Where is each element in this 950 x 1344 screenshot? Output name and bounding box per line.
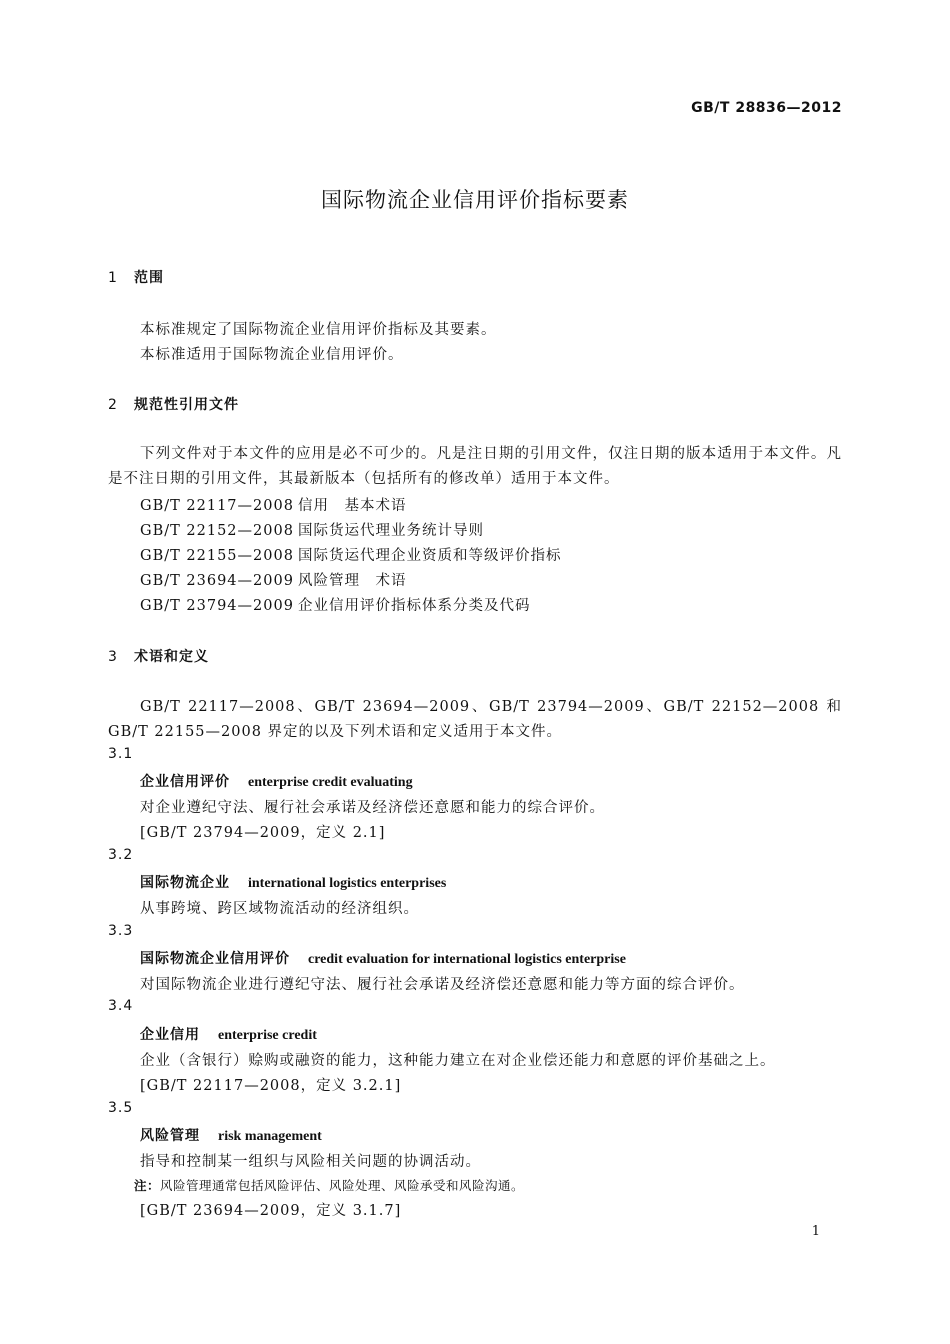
section-title: 规范性引用文件 <box>134 397 239 413</box>
paragraph: 下列文件对于本文件的应用是必不可少的。凡是注日期的引用文件，仅注日期的版本适用于本文件。凡是不注日期的引用文件，其最新版本（包括所有的修改单）适用于本文件。 <box>108 446 842 487</box>
note-text: 风险管理通常包括风险评估、风险处理、风险承受和风险沟通。 <box>160 1178 525 1193</box>
page-number: 1 <box>811 1224 820 1239</box>
term-number: 3.5 <box>108 1100 134 1116</box>
standard-number: GB/T 28836—2012 <box>691 100 842 116</box>
reference-title: 国际货运代理业务统计导则 <box>298 523 484 539</box>
term-note <box>134 1176 524 1194</box>
reference-title: 风险管理 术语 <box>298 573 407 589</box>
term-number: 3.3 <box>108 923 134 939</box>
term-definition: 对企业遵纪守法、履行社会承诺及经济偿还意愿和能力的综合评价。 <box>140 800 605 816</box>
section-number: 3 <box>108 649 118 665</box>
term-heading <box>140 1024 317 1044</box>
reference-code: GB/T 23694—2009 <box>140 573 294 589</box>
reference-item <box>140 544 562 565</box>
term-en: enterprise credit <box>218 1028 317 1043</box>
term-source: [GB/T 23694—2009，定义 3.1.7] <box>140 1203 402 1219</box>
section-number: 1 <box>108 270 118 286</box>
reference-code: GB/T 22155—2008 <box>140 548 294 564</box>
term-definition: 指导和控制某一组织与风险相关问题的协调活动。 <box>140 1154 481 1170</box>
term-heading <box>140 771 413 791</box>
term-cn: 国际物流企业信用评价 <box>140 951 290 967</box>
term-cn: 企业信用评价 <box>140 774 230 790</box>
paragraph: GB/T 22117—2008、GB/T 23694—2009、GB/T 23794—2009、GB/T 22152—2008 和 GB/T 22155—2008 界定的以及下列术语和定义适用于本文件。 <box>108 699 842 740</box>
section-title: 范围 <box>134 270 164 286</box>
section-number: 2 <box>108 397 118 413</box>
note-label: 注： <box>134 1178 161 1193</box>
paragraph: 本标准适用于国际物流企业信用评价。 <box>140 347 404 363</box>
section-2-heading <box>108 394 239 414</box>
term-en: enterprise credit evaluating <box>248 775 413 790</box>
section-3-heading <box>108 646 209 666</box>
reference-item <box>140 494 407 515</box>
term-heading <box>140 1125 322 1145</box>
reference-title: 国际货运代理企业资质和等级评价指标 <box>298 548 562 564</box>
reference-item <box>140 569 407 590</box>
reference-title: 企业信用评价指标体系分类及代码 <box>298 598 531 614</box>
term-heading <box>140 872 446 892</box>
paragraph: 本标准规定了国际物流企业信用评价指标及其要素。 <box>140 322 497 338</box>
term-definition: 从事跨境、跨区域物流活动的经济组织。 <box>140 901 419 917</box>
reference-code: GB/T 23794—2009 <box>140 598 294 614</box>
reference-code: GB/T 22152—2008 <box>140 523 294 539</box>
reference-title: 信用 基本术语 <box>298 498 407 514</box>
reference-item <box>140 594 531 615</box>
term-source: [GB/T 22117—2008，定义 3.2.1] <box>140 1078 402 1094</box>
section-1-heading <box>108 267 164 287</box>
term-definition: 企业（含银行）赊购或融资的能力，这种能力建立在对企业偿还能力和意愿的评价基础之上。 <box>140 1053 776 1069</box>
term-en: international logistics enterprises <box>248 876 447 891</box>
term-number: 3.1 <box>108 746 134 762</box>
term-number: 3.2 <box>108 847 134 863</box>
term-cn: 国际物流企业 <box>140 875 230 891</box>
term-heading <box>140 948 626 968</box>
term-en: risk management <box>218 1129 322 1144</box>
term-source: [GB/T 23794—2009，定义 2.1] <box>140 825 386 841</box>
term-number: 3.4 <box>108 998 134 1014</box>
reference-code: GB/T 22117—2008 <box>140 498 294 514</box>
reference-item <box>140 519 484 540</box>
section-title: 术语和定义 <box>134 649 209 665</box>
term-cn: 风险管理 <box>140 1128 200 1144</box>
term-cn: 企业信用 <box>140 1027 200 1043</box>
document-title: 国际物流企业信用评价指标要素 <box>321 188 629 212</box>
term-en: credit evaluation for international logistics enterprise <box>308 952 626 967</box>
term-definition: 对国际物流企业进行遵纪守法、履行社会承诺及经济偿还意愿和能力等方面的综合评价。 <box>140 977 745 993</box>
